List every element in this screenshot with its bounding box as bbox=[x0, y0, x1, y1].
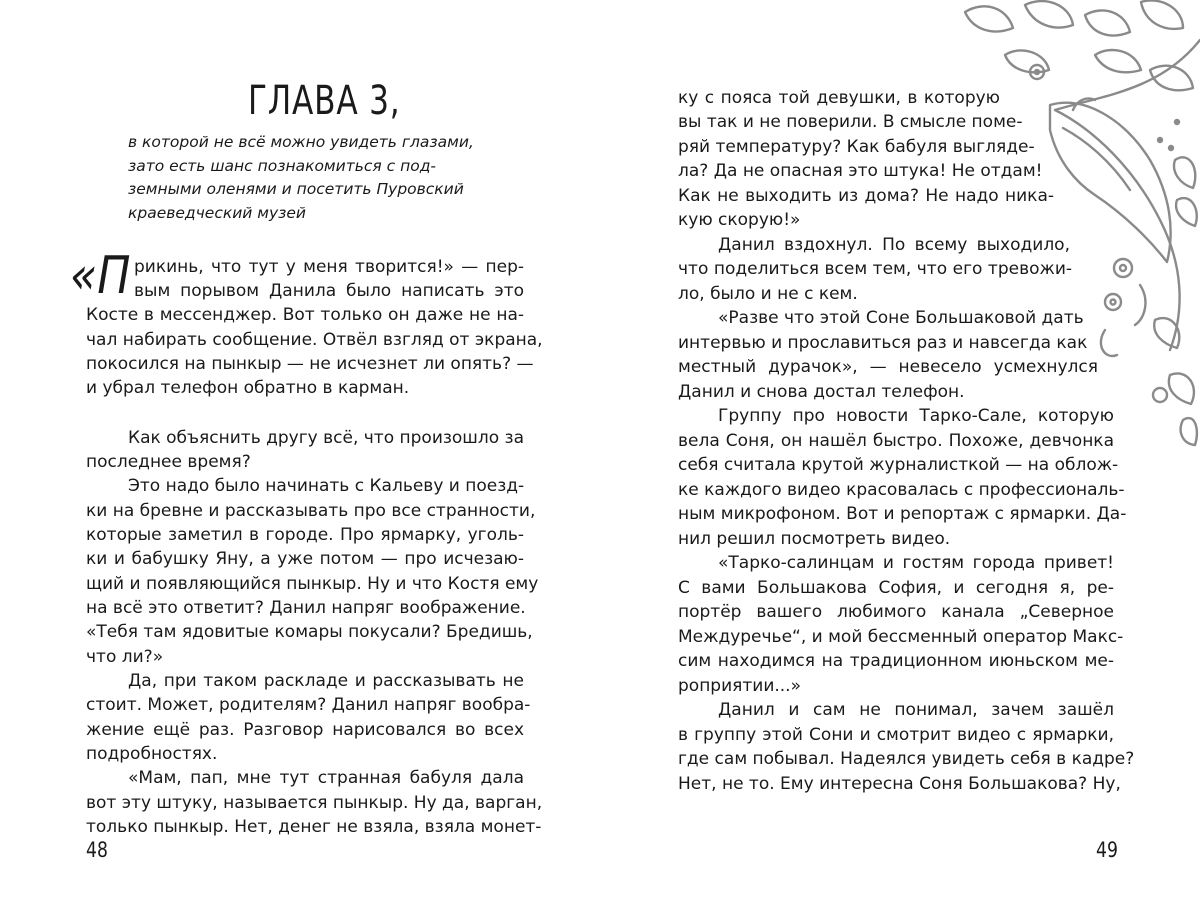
text-line: жение ещё раз. Разговор нарисовался во всех bbox=[86, 720, 524, 740]
text-line: Группу про новости Тарко-Сале, которую bbox=[718, 406, 1114, 426]
text-line: в группу этой Сони и смотрит видео с ярмарки, bbox=[678, 725, 1114, 745]
text-line: на всё это ответит? Данил напряг воображение. bbox=[86, 598, 526, 618]
text-line: портёр вашего любимого канала „Северное bbox=[678, 602, 1114, 622]
text-line: «Тарко-салинцам и гостям города привет! bbox=[718, 553, 1114, 573]
chapter-title: ГЛАВА 3, bbox=[248, 78, 401, 124]
text-line: Как не выходить из дома? Не надо ника- bbox=[678, 186, 1054, 206]
subtitle-line: в которой не всё можно увидеть глазами, bbox=[128, 133, 474, 151]
text-line: щий и появляющийся пынкыр. Ну и что Костя ему bbox=[86, 574, 539, 594]
text-line: Данил вздохнул. По всему выходило, bbox=[718, 235, 1070, 255]
page-number-right: 49 bbox=[1096, 838, 1118, 862]
text-line: Да, при таком раскладе и рассказывать не bbox=[128, 671, 524, 691]
text-line: ки на бревне и рассказывать про все странности, bbox=[86, 501, 536, 521]
text-line: вот эту штуку, называется пынкыр. Ну да, варган, bbox=[86, 793, 543, 813]
subtitle-line: земными оленями и посетить Пуровский bbox=[128, 180, 464, 198]
subtitle-line: зато есть шанс познакомиться с под- bbox=[128, 156, 437, 175]
text-line: Междуречье“, и мой бессменный оператор Макс- bbox=[678, 627, 1124, 647]
text-line: ке каждого видео красовалась с профессиональ- bbox=[678, 480, 1125, 500]
text-line: себя считала крутой журналисткой — на облож- bbox=[678, 455, 1119, 475]
text-line: С вами Большакова София, и сегодня я, ре- bbox=[678, 578, 1114, 598]
text-line: Нет, не то. Ему интересна Соня Большакова? Ну, bbox=[678, 774, 1121, 794]
text-line: последнее время? bbox=[86, 452, 251, 472]
text-line: вела Соня, он нашёл быстро. Похоже, девчонка bbox=[678, 431, 1114, 451]
text-line: Это надо было начинать с Кальеву и поезд- bbox=[128, 476, 525, 496]
chapter-subtitle bbox=[128, 131, 528, 225]
text-line: которые заметил в городе. Про ярмарку, уголь- bbox=[86, 525, 524, 545]
subtitle-line: краеведческий музей bbox=[128, 203, 306, 222]
text-line: и убрал телефон обратно в карман. bbox=[86, 378, 410, 398]
text-line: ку с пояса той девушки, в которую bbox=[678, 88, 1000, 108]
text-line: роприятии...» bbox=[678, 676, 801, 696]
text-line: Данил и снова достал телефон. bbox=[678, 382, 965, 402]
text-line: стоит. Может, родителям? Данил напряг вообра- bbox=[86, 695, 531, 715]
text-line: нил решил посмотреть видео. bbox=[678, 529, 951, 549]
text-line: подробностях. bbox=[86, 744, 218, 764]
text-line: «Тебя там ядовитые комары покусали? Бредишь, bbox=[86, 622, 533, 642]
text-line: вым порывом Данила было написать это bbox=[134, 281, 524, 301]
text-line: местный дурачок», — невесело усмехнулся bbox=[678, 357, 1098, 377]
text-line: что ли?» bbox=[86, 647, 164, 667]
text-line: только пынкыр. Нет, денег не взяла, взяла монет- bbox=[86, 817, 542, 837]
text-line: кую скорую!» bbox=[678, 210, 801, 230]
text-line: где сам побывал. Надеялся увидеть себя в кадре? bbox=[678, 749, 1135, 769]
text-line: ки и бабушку Яну, а уже потом — про исчезаю- bbox=[86, 549, 524, 569]
text-line: сим находимся на традиционном июньском ме- bbox=[678, 651, 1114, 671]
text-line: что поделиться всем тем, что его тревожи- bbox=[678, 259, 1072, 279]
text-line: покосился на пынкыр — не исчезнет ли опять? — bbox=[86, 354, 534, 374]
page-number-left: 48 bbox=[86, 838, 108, 862]
text-line: чал набирать сообщение. Отвёл взгляд от экрана, bbox=[86, 330, 543, 350]
text-line: рикинь, что тут у меня творится!» — пер- bbox=[134, 257, 524, 277]
text-line: Косте в мессенджер. Вот только он даже не на- bbox=[86, 305, 524, 325]
text-line: Данил и сам не понимал, зачем зашёл bbox=[718, 700, 1114, 720]
text-line: ряй температуру? Как бабуля выгляде- bbox=[678, 137, 1035, 157]
text-line: вы так и не поверили. В смысле поме- bbox=[678, 112, 1023, 132]
text-line: ным микрофоном. Вот и репортаж с ярмарки. Да- bbox=[678, 504, 1127, 524]
text-line: «Мам, пап, мне тут странная бабуля дала bbox=[128, 768, 524, 788]
text-line: Как объяснить другу всё, что произошло за bbox=[128, 428, 524, 448]
floral-vine-ornament-icon bbox=[945, 0, 1200, 470]
text-line: ла? Да не опасная это штука! Не отдам! bbox=[678, 161, 1043, 181]
text-line: интервью и прославиться раз и навсегда как bbox=[678, 333, 1088, 353]
text-line: «Разве что этой Соне Большаковой дать bbox=[718, 308, 1084, 328]
drop-cap: «П bbox=[70, 246, 131, 306]
text-line: ло, было и не с кем. bbox=[678, 284, 858, 304]
